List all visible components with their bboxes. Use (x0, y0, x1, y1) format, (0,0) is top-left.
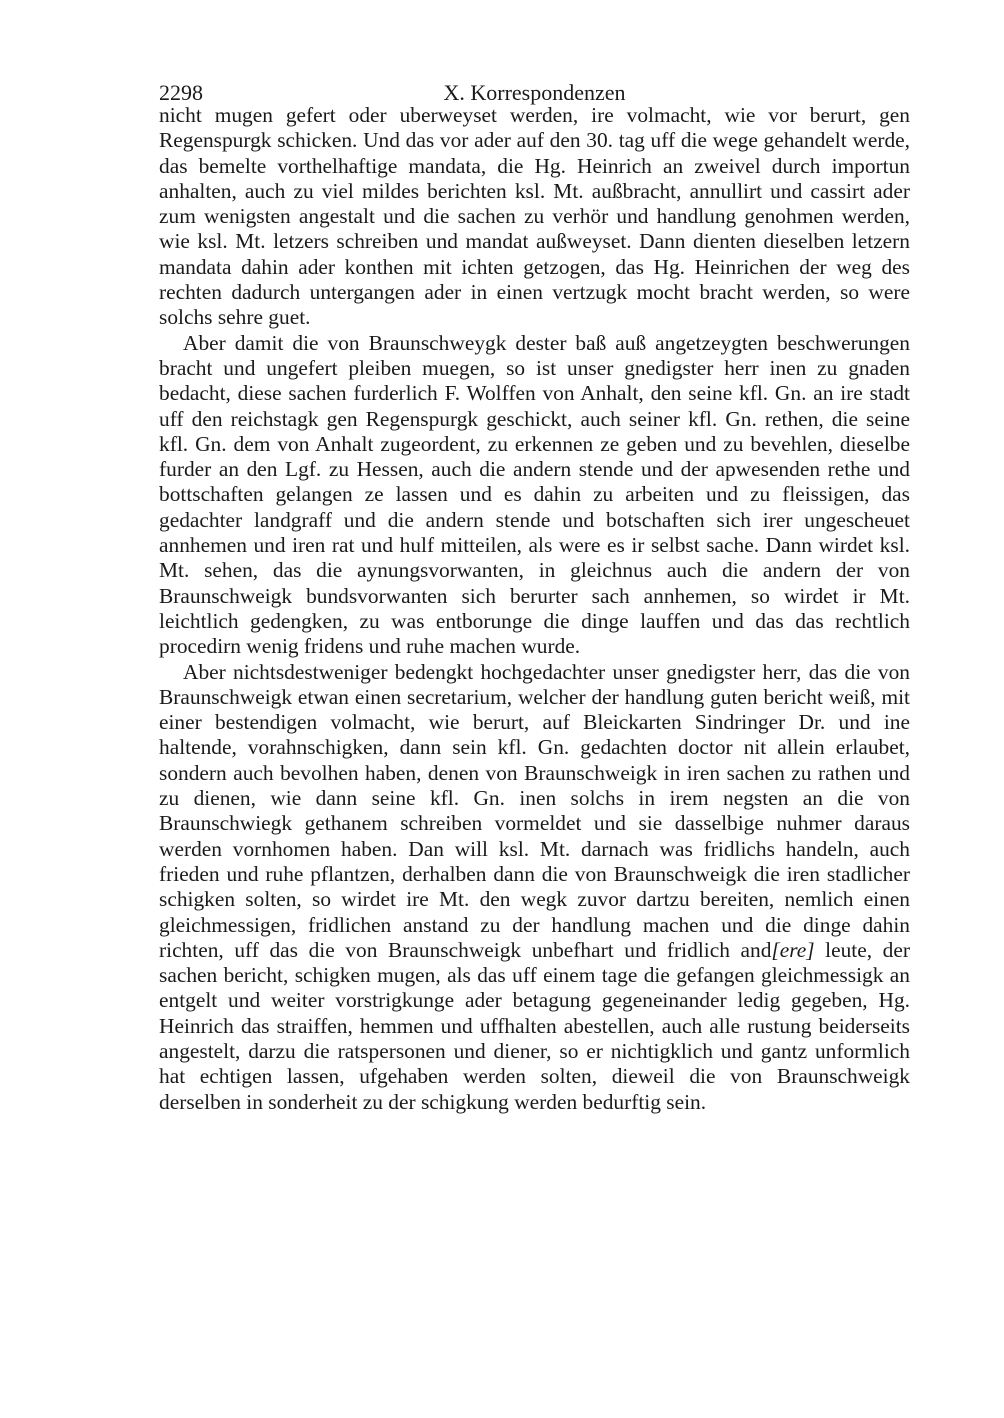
editorial-insertion: [ere] (771, 937, 815, 962)
running-title: X. Korrespondenzen (443, 80, 626, 105)
paragraph-3-text-after: leute, der sachen bericht, schigken mugen, als das uff einem tage die gefangen gleichmessigk an entgelt und weiter vorstrigkunge ader betagung gegeneinander ledig gegeben, Hg. Heinrich das straiffen, hemmen und uffhalten abestellen, auch alle rustung beiderseits angestelt, darzu die ratspersonen und diener, so er nichtigklich und gantz unformlich hat echtigen lassen, ufgehaben werden solten, dieweil die von Braunschweigk derselben in sonderheit zu der schigkung werden bedurftig sein. (159, 937, 910, 1114)
paragraph-2: Aber damit die von Braunschweygk dester baß auß angetzeygten beschwerungen bracht und ungefert pleiben muegen, so ist unser gnedigster herr inen zu gnaden bedacht, diese sachen furderlich F. Wolffen von Anhalt, den seine kfl. Gn. an ire stadt uff den reichstagk gen Regenspurgk geschickt, auch seiner kfl. Gn. rethen, die seine kfl. Gn. dem von Anhalt zugeordent, zu erkennen ze geben und zu bevehlen, dieselbe furder an den Lgf. zu Hessen, auch die andern stende und der apwesenden rethe und bottschaften gelangen ze lassen und es dahin zu arbeiten und zu fleissigen, das gedachter landgraff und die andern stende und botschaften sich irer ungescheuet annhemen und iren rat und hulf mitteilen, als were es ir selbst sache. Dann wirdet ksl. Mt. sehen, das die aynungsvorwanten, in gleichnus auch die andern der von Braunschweigk bundsvorwanten sich berurter sach annhemen, so wirdet ir Mt. leichtlich gedengken, zu was entborunge die dinge lauffen und das das rechtlich procedirn wenig fridens und ruhe machen wurde. (159, 330, 910, 659)
running-head (159, 78, 910, 108)
document-page (159, 78, 910, 1115)
paragraph-3-text-before: Aber nichtsdestweniger bedengkt hochgedachter unser gnedigster herr, das die von Braunschweigk etwan einen secretarium, welcher der handlung guten bericht weiß, mit einer bestendigen volmacht, wie berurt, auf Bleickarten Sindringer Dr. und ine haltende, vorahnschigken, dann sein kfl. Gn. gedachten doctor nit allein erlaubet, sondern auch bevolhen haben, denen von Braunschweigk in iren sachen zu rathen und zu dienen, wie dann seine kfl. Gn. inen solchs in irem negsten an die von Braunschwiegk gethanem schreiben vormeldet und sie dasselbige nuhmer daraus werden vornhomen haben. Dan will ksl. Mt. darnach was fridlichs handeln, auch frieden und ruhe pflantzen, derhalben dann die von Braunschweigk die iren stadlicher schigken solten, so wirdet ire Mt. den wegk zuvor dartzu bereiten, nemlich einen gleichmessigen, fridlichen anstand zu der handlung machen und die dinge dahin richten, uff das die von Braunschweigk unbefhart und fridlich and (159, 659, 910, 962)
paragraph-3 (159, 660, 910, 1115)
body-text (159, 103, 910, 1115)
paragraph-1: nicht mugen gefert oder uberweyset werden, ire volmacht, wie vor berurt, gen Regenspurgk schicken. Und das vor ader auf den 30. tag uff die wege gehandelt werde, das bemelte vorthelhaftige mandata, die Hg. Heinrich an zweivel durch importun anhalten, auch zu viel mildes berichten ksl. Mt. außbracht, annullirt und cassirt ader zum wenigsten angestalt und die sachen zu verhör und handlung genohmen werden, wie ksl. Mt. letzers schreiben und mandat außweyset. Dann dienten dieselben letzern mandata dahin ader konthen mit ichten getzogen, das Hg. Heinrichen der weg des rechten dadurch untergangen ader in einen vertzugk mocht bracht werden, so were solchs sehre guet. (159, 103, 910, 330)
page-number: 2298 (159, 80, 203, 105)
